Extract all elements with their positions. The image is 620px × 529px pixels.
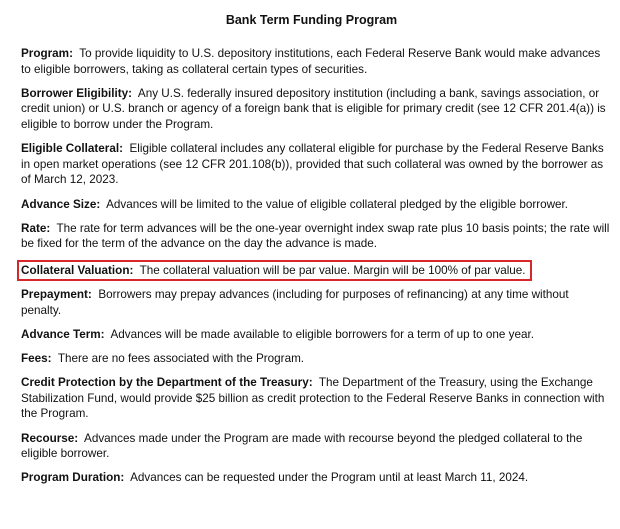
section-rate [21,221,611,252]
document-title: Bank Term Funding Program [225,13,398,27]
section-text: To provide liquidity to U.S. depository institutions, each Federal Reserve Bank would make advances to eligible borrowers, taking as collateral certain types of securities. [21,47,601,76]
section-advance-term [21,327,611,343]
section-label: Eligible Collateral: [21,142,123,156]
section-text: Borrowers may prepay advances (including for purposes of refinancing) at any time without penalty. [21,288,569,317]
section-fees [21,351,611,367]
section-label: Program: [21,47,73,60]
section-eligible-collateral [21,141,611,188]
section-text: The collateral valuation will be par value. Margin will be 100% of par value. [139,263,526,277]
section-credit-protection [21,375,611,422]
section-text: Eligible collateral includes any collateral eligible for purchase by the Federal Reserve Banks in open market operations (see 12 CFR 201.108(b)), provided that such collateral was owned by the borrower as of March 12, 2023. [21,142,604,187]
section-text: Advances can be requested under the Program until at least March 11, 2024. [130,471,529,485]
section-label: Rate: [21,221,51,235]
section-recourse [21,431,611,462]
section-collateral-valuation-highlighted [17,260,532,282]
section-label: Collateral Valuation: [21,263,134,277]
section-program [21,46,611,77]
section-label: Credit Protection by the Department of the Treasury: [21,376,313,390]
section-label: Recourse: [21,431,79,445]
section-text: Any U.S. federally insured depository institution (including a bank, savings association, or credit union) or U.S. branch or agency of a foreign bank that is eligible for primary credit (see 12 CFR 201.4(a)) is eligible to borrow under the Program. [21,86,606,131]
section-label: Advance Term: [21,327,105,341]
section-text: The Department of the Treasury, using the Exchange Stabilization Fund, would provide $25 billion as credit protection to the Federal Reserve Banks in connection with the Program. [21,376,605,421]
section-prepayment [21,287,611,318]
highlight-wrapper [21,261,610,288]
section-label: Borrower Eligibility: [21,86,133,100]
section-text: Advances will be limited to the value of eligible collateral pledged by the eligible borrower. [106,197,569,211]
section-label: Program Duration: [21,471,125,485]
section-label: Prepayment: [21,288,92,302]
section-advance-size [21,197,611,213]
section-text: The rate for term advances will be the one-year overnight index swap rate plus 10 basis points; the rate will be fixed for the term of the advance on the day the advance is made. [21,221,610,251]
section-text: There are no fees associated with the Program. [57,352,305,366]
section-borrower-eligibility [21,86,611,133]
section-label: Fees: [21,352,52,366]
section-text: Advances will be made available to eligible borrowers for a term of up to one year. [110,327,535,341]
section-label: Advance Size: [21,197,101,211]
section-program-duration [21,470,611,486]
section-text: Advances made under the Program are made with recourse beyond the pledged collateral to the eligible borrower. [21,431,583,461]
